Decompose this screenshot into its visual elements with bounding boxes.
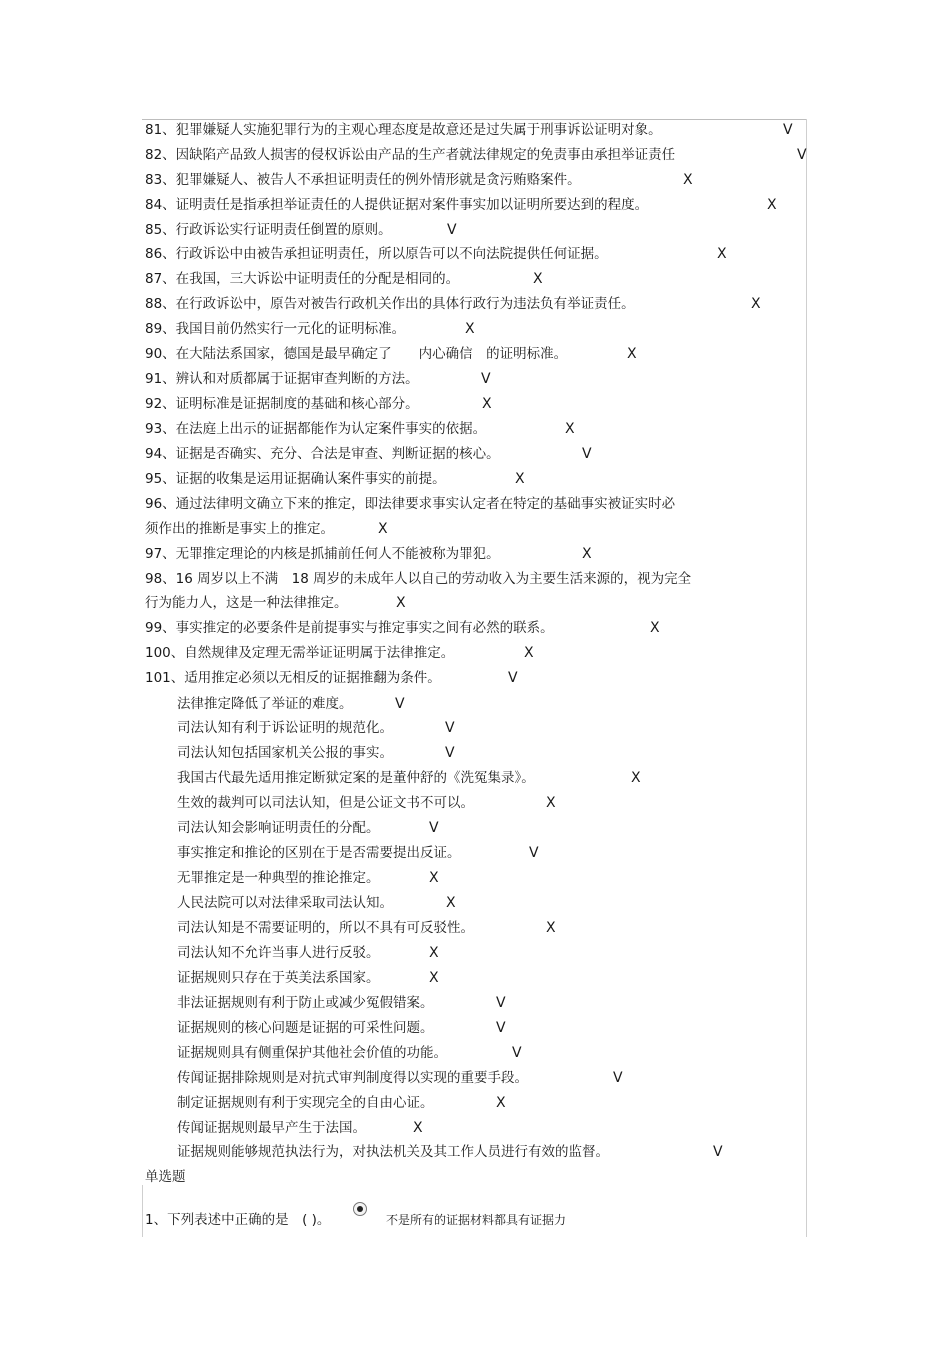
answer-mark: X <box>767 197 777 213</box>
answer-mark: X <box>533 271 543 287</box>
statement-text: 98、16 周岁以上不满 18 周岁的未成年人以自己的劳动收入为主要生活来源的，视为完全 <box>145 571 692 587</box>
answer-mark: X <box>650 620 660 636</box>
statement-text: 传闻证据规则最早产生于法国。 <box>177 1120 366 1136</box>
answer-mark: V <box>429 820 439 836</box>
statement-text: 须作出的推断是事实上的推定。 <box>145 521 334 537</box>
statement-text: 96、通过法律明文确立下来的推定，即法律要求事实认定者在特定的基础事实被证实时必 <box>145 496 676 512</box>
answer-mark: X <box>429 945 439 961</box>
answer-mark: X <box>429 870 439 886</box>
answer-mark: V <box>445 720 455 736</box>
radio-icon[interactable] <box>353 1202 367 1216</box>
frame-right-border <box>806 119 807 1237</box>
answer-mark: V <box>395 696 405 712</box>
statement-text: 行为能力人，这是一种法律推定。 <box>145 595 348 611</box>
statement-text: 101、适用推定必须以无相反的证据推翻为条件。 <box>145 670 441 686</box>
statement-text: 事实推定和推论的区别在于是否需要提出反证。 <box>177 845 461 861</box>
answer-mark: V <box>508 670 518 686</box>
answer-mark: X <box>546 795 556 811</box>
statement-text: 100、自然规律及定理无需举证证明属于法律推定。 <box>145 645 455 661</box>
question-stem: 1、下列表述中正确的是 ( )。 <box>145 1212 331 1228</box>
answer-mark: V <box>496 1020 506 1036</box>
statement-text: 非法证据规则有利于防止或减少冤假错案。 <box>177 995 434 1011</box>
statement-text: 89、我国目前仍然实行一元化的证明标准。 <box>145 321 406 337</box>
answer-mark: V <box>783 122 793 138</box>
statement-text: 88、在行政诉讼中，原告对被告行政机关作出的具体行政行为违法负有举证责任。 <box>145 296 635 312</box>
answer-mark: V <box>529 845 539 861</box>
statement-text: 证据规则只存在于英美法系国家。 <box>177 970 380 986</box>
answer-mark: V <box>797 147 807 163</box>
statement-text: 86、行政诉讼中由被告承担证明责任，所以原告可以不向法院提供任何证据。 <box>145 246 608 262</box>
question-option: 不是所有的证据材料都具有证据力 <box>386 1213 567 1227</box>
answer-mark: X <box>717 246 727 262</box>
answer-mark: V <box>613 1070 623 1086</box>
answer-mark: V <box>447 222 457 238</box>
answer-mark: X <box>582 546 592 562</box>
answer-mark: V <box>512 1045 522 1061</box>
statement-text: 我国古代最先适用推定断狱定案的是董仲舒的《洗冤集录》。 <box>177 770 535 786</box>
section-title: 单选题 <box>145 1169 186 1185</box>
statement-text: 司法认知会影响证明责任的分配。 <box>177 820 380 836</box>
statement-text: 司法认知是不需要证明的，所以不具有可反驳性。 <box>177 920 474 936</box>
answer-mark: X <box>627 346 637 362</box>
statement-text: 95、证据的收集是运用证据确认案件事实的前提。 <box>145 471 446 487</box>
frame-top-border <box>142 119 807 120</box>
answer-mark: X <box>524 645 534 661</box>
statement-text: 生效的裁判可以司法认知，但是公证文书不可以。 <box>177 795 474 811</box>
statement-text: 法律推定降低了举证的难度。 <box>177 696 353 712</box>
answer-mark: X <box>546 920 556 936</box>
answer-mark: X <box>446 895 456 911</box>
statement-text: 93、在法庭上出示的证据都能作为认定案件事实的依据。 <box>145 421 487 437</box>
answer-mark: X <box>378 521 388 537</box>
answer-mark: X <box>496 1095 506 1111</box>
answer-mark: X <box>413 1120 423 1136</box>
answer-mark: X <box>515 471 525 487</box>
answer-mark: V <box>481 371 491 387</box>
statement-text: 94、证据是否确实、充分、合法是审查、判断证据的核心。 <box>145 446 500 462</box>
answer-mark: X <box>631 770 641 786</box>
statement-text: 83、犯罪嫌疑人、被告人不承担证明责任的例外情形就是贪污贿赂案件。 <box>145 172 581 188</box>
statement-text: 87、在我国，三大诉讼中证明责任的分配是相同的。 <box>145 271 460 287</box>
statement-text: 人民法院可以对法律采取司法认知。 <box>177 895 393 911</box>
statement-text: 84、证明责任是指承担举证责任的人提供证据对案件事实加以证明所要达到的程度。 <box>145 197 649 213</box>
answer-mark: X <box>396 595 406 611</box>
statement-text: 证据规则的核心问题是证据的可采性问题。 <box>177 1020 434 1036</box>
answer-mark: V <box>445 745 455 761</box>
answer-mark: X <box>565 421 575 437</box>
statement-text: 证据规则具有侧重保护其他社会价值的功能。 <box>177 1045 447 1061</box>
statement-text: 97、无罪推定理论的内核是抓捕前任何人不能被称为罪犯。 <box>145 546 500 562</box>
answer-mark: X <box>429 970 439 986</box>
statement-text: 司法认知包括国家机关公报的事实。 <box>177 745 393 761</box>
statement-text: 91、辨认和对质都属于证据审查判断的方法。 <box>145 371 419 387</box>
statement-text: 传闻证据排除规则是对抗式审判制度得以实现的重要手段。 <box>177 1070 528 1086</box>
answer-mark: V <box>713 1144 723 1160</box>
statement-text: 制定证据规则有利于实现完全的自由心证。 <box>177 1095 434 1111</box>
answer-mark: X <box>751 296 761 312</box>
answer-mark: V <box>582 446 592 462</box>
statement-text: 证据规则能够规范执法行为，对执法机关及其工作人员进行有效的监督。 <box>177 1144 609 1160</box>
statement-text: 82、因缺陷产品致人损害的侵权诉讼由产品的生产者就法律规定的免责事由承担举证责任 <box>145 147 676 163</box>
statement-text: 85、行政诉讼实行证明责任倒置的原则。 <box>145 222 392 238</box>
answer-mark: X <box>683 172 693 188</box>
statement-text: 81、犯罪嫌疑人实施犯罪行为的主观心理态度是故意还是过失属于刑事诉讼证明对象。 <box>145 122 662 138</box>
statement-text: 无罪推定是一种典型的推论推定。 <box>177 870 380 886</box>
answer-mark: X <box>465 321 475 337</box>
frame-left-border <box>142 1185 143 1237</box>
statement-text: 司法认知不允许当事人进行反驳。 <box>177 945 380 961</box>
statement-text: 司法认知有利于诉讼证明的规范化。 <box>177 720 393 736</box>
answer-mark: X <box>482 396 492 412</box>
statement-text: 99、事实推定的必要条件是前提事实与推定事实之间有必然的联系。 <box>145 620 554 636</box>
answer-mark: V <box>496 995 506 1011</box>
statement-text: 90、在大陆法系国家，德国是最早确定了 内心确信 的证明标准。 <box>145 346 568 362</box>
statement-text: 92、证明标准是证据制度的基础和核心部分。 <box>145 396 419 412</box>
